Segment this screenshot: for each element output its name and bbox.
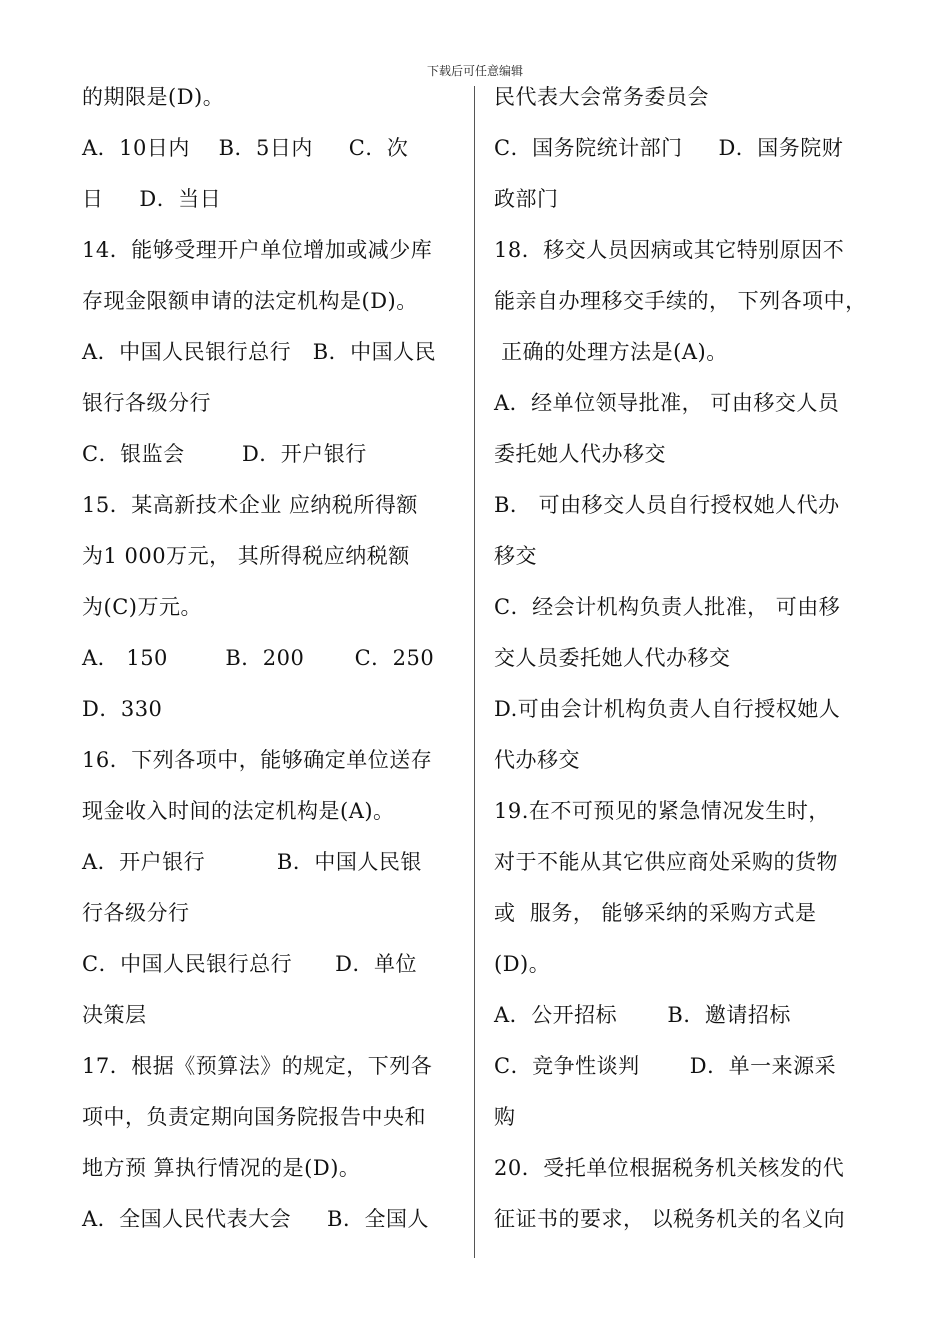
text-line: C．中国人民银行总行 D．单位 bbox=[82, 952, 417, 976]
text-line: 的期限是(D)。 bbox=[82, 85, 225, 109]
text-line: D．330 bbox=[82, 697, 163, 721]
text-line: 16．下列各项中，能够确定单位送存 bbox=[82, 748, 433, 772]
text-line: 20．受托单位根据税务机关核发的代 bbox=[494, 1156, 845, 1180]
text-line: C．经会计机构负责人批准， 可由移 bbox=[494, 595, 841, 619]
text-line: 或 服务， 能够采纳的采购方式是 bbox=[494, 901, 817, 925]
text-line: 日 D．当日 bbox=[82, 187, 222, 211]
text-line: 18．移交人员因病或其它特别原因不 bbox=[494, 238, 845, 262]
text-line: 决策层 bbox=[82, 1003, 147, 1027]
text-line: 存现金限额申请的法定机构是(D)。 bbox=[82, 289, 418, 313]
text-line: 19.在不可预见的紧急情况发生时， bbox=[494, 799, 830, 823]
text-line: (D)。 bbox=[494, 952, 551, 976]
page-header: 下载后可任意编辑 bbox=[426, 64, 523, 78]
text-line: 银行各级分行 bbox=[82, 391, 211, 415]
text-line: C．竞争性谈判 D．单一来源采 bbox=[494, 1054, 837, 1078]
text-line: A． 150 B．200 C．250 bbox=[82, 646, 435, 670]
text-line: C．银监会 D．开户银行 bbox=[82, 442, 367, 466]
text-line: 征证书的要求， 以税务机关的名义向 bbox=[494, 1207, 846, 1231]
text-line: 对于不能从其它供应商处采购的货物 bbox=[494, 850, 838, 874]
text-line: 代办移交 bbox=[494, 748, 580, 772]
text-line: A．经单位领导批准， 可由移交人员 bbox=[494, 391, 840, 415]
text-line: 民代表大会常务委员会 bbox=[494, 85, 709, 109]
text-line: A．10日内 B．5日内 C．次 bbox=[82, 136, 409, 160]
text-line: C．国务院统计部门 D．国务院财 bbox=[494, 136, 844, 160]
text-line: 能亲自办理移交手续的， 下列各项中， bbox=[494, 289, 867, 313]
text-line: 购 bbox=[494, 1105, 516, 1129]
text-line: A．中国人民银行总行 B．中国人民 bbox=[82, 340, 437, 364]
right-column bbox=[494, 72, 879, 1245]
text-line: 委托她人代办移交 bbox=[494, 442, 666, 466]
left-column bbox=[82, 72, 467, 1245]
text-line: A．公开招标 B．邀请招标 bbox=[494, 1003, 791, 1027]
text-line: 项中，负责定期向国务院报告中央和 bbox=[82, 1105, 426, 1129]
text-line: A．开户银行 B．中国人民银 bbox=[82, 850, 422, 874]
column-divider bbox=[474, 86, 475, 1258]
text-line: D.可由会计机构负责人自行授权她人 bbox=[494, 697, 841, 721]
text-line: 为1 000万元， 其所得税应纳税额 bbox=[82, 544, 410, 568]
text-line: 现金收入时间的法定机构是(A)。 bbox=[82, 799, 395, 823]
text-line: 交人员委托她人代办移交 bbox=[494, 646, 731, 670]
text-line: 为(C)万元。 bbox=[82, 595, 202, 619]
text-line: A．全国人民代表大会 B．全国人 bbox=[82, 1207, 429, 1231]
text-line: 移交 bbox=[494, 544, 537, 568]
text-line: 行各级分行 bbox=[82, 901, 190, 925]
text-line: 地方预 算执行情况的是(D)。 bbox=[82, 1156, 361, 1180]
text-line: 14．能够受理开户单位增加或减少库 bbox=[82, 238, 433, 262]
text-line: 政部门 bbox=[494, 187, 559, 211]
text-line: 15．某高新技术企业 应纳税所得额 bbox=[82, 493, 418, 517]
text-line: B． 可由移交人员自行授权她人代办 bbox=[494, 493, 840, 517]
text-line: 正确的处理方法是(A)。 bbox=[494, 340, 728, 364]
text-line: 17．根据《预算法》的规定，下列各 bbox=[82, 1054, 433, 1078]
